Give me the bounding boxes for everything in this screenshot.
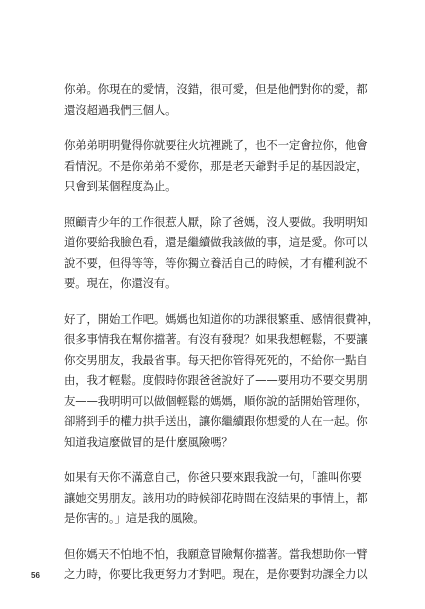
text-line: 友——我明明可以做個輕鬆的媽媽，順你說的話開始管理你， [64, 393, 368, 408]
text-line: 還沒超過我們三個人。 [64, 102, 177, 117]
text-line: 之力時，你要比我更努力才對吧。現在，是你要對功課全力以 [64, 567, 368, 581]
text-line: 你弟。你現在的愛情，沒錯，很可愛，但是他們對你的愛，都 [64, 82, 368, 96]
paragraph [64, 79, 370, 120]
text-line: 你交男朋友，我最省事。每天把你管得死死的，不給你一點自 [64, 352, 368, 367]
text-line: 你弟弟明明覺得你就要往火坑裡跳了，也不一定會拉你，他會 [64, 138, 368, 152]
text-line: 說不要，但得等等，等你獨立養活自己的時候，才有權利說不 [64, 255, 368, 270]
text-line: 如果有天你不滿意自己，你爸只要來跟我說一句，「誰叫你要 [64, 470, 362, 484]
text-line: 道你要給我臉色看，還是繼續做我該做的事，這是愛。你可以 [64, 235, 368, 249]
text-line: 讓她交男朋友。該用功的時候卻花時間在沒結果的事情上，都 [64, 490, 368, 505]
text-line: 很多事情我在幫你擋著。有沒有發現？如果我想輕鬆，不要讓 [64, 332, 368, 346]
paragraph [64, 135, 370, 197]
paragraph [64, 309, 379, 453]
text-line: 知道我這麼做冒的是什麼風險嗎？ [64, 434, 233, 449]
body-text [64, 79, 379, 600]
text-line: 卻將到手的權力拱手送出，讓你繼續跟你想愛的人在一起。你 [64, 414, 368, 428]
text-line: 好了，開始工作吧。媽媽也知道你的功課很繁重、感情很費神， [64, 311, 379, 326]
page-number: 56 [31, 571, 40, 580]
text-line: 看情況。不是你弟弟不愛你，那是老天爺對手足的基因設定， [64, 158, 368, 173]
text-line: 只會到某個程度為止。 [64, 179, 177, 193]
paragraph [64, 544, 370, 585]
text-line: 但你媽天不怕地不怕，我願意冒險幫你擋著。當我想助你一臂 [64, 546, 368, 561]
text-line: 是你害的。」這是我的風險。 [64, 511, 205, 525]
paragraph [64, 467, 370, 529]
text-line: 照顧青少年的工作很惹人厭，除了爸媽，沒人要做。我明明知 [64, 214, 368, 229]
text-line: 要。現在，你還沒有。 [64, 276, 177, 290]
paragraph [64, 212, 370, 294]
text-line: 由，我才輕鬆。度假時你跟爸爸說好了——要用功不要交男朋 [64, 373, 368, 387]
